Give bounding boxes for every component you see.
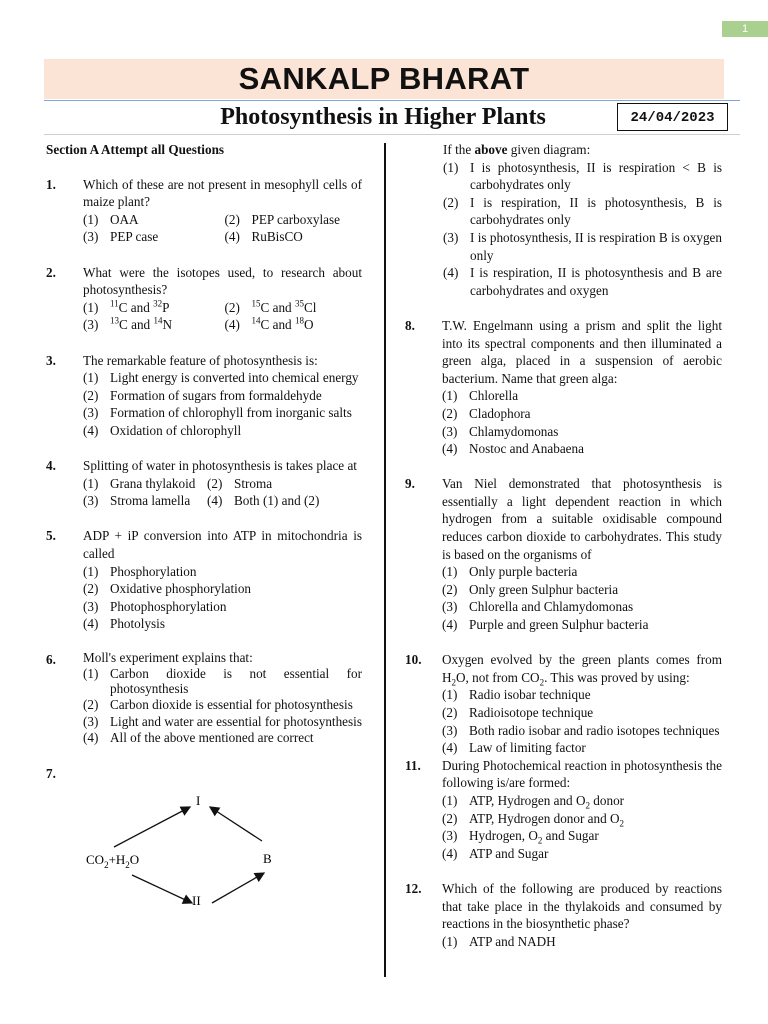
- question-stem: During Photochemical reaction in photosynthesis the following is/are formed:: [442, 757, 722, 791]
- arrow-to-ii: [132, 875, 192, 903]
- option-1: (1) OAA: [83, 211, 139, 227]
- cycle-diagram-svg: [46, 787, 362, 907]
- option-1: (1) Light energy is converted into chemical energy: [83, 370, 359, 386]
- question-1: [46, 176, 362, 246]
- question-stem: T.W. Engelmann using a prism and split the light into its spectral components and then illuminated a green alga, placed in a suspension of aerobic bacterium. Name that green alga:: [442, 317, 722, 386]
- question-3: [46, 352, 362, 440]
- option-2: (2) Cladophora: [442, 405, 531, 421]
- option-1: (1) Grana thylakoid: [83, 475, 196, 491]
- brand-title: SANKALP BHARAT: [238, 61, 530, 96]
- option-3: (3) Light and water are essential for photosynthesis: [83, 713, 362, 729]
- option-3: (3) Hydrogen, $O_2$ and Sugar: [442, 828, 599, 846]
- header-divider: [44, 134, 740, 135]
- question-number: 10.: [405, 652, 422, 668]
- option-2: (2) Oxidative phosphorylation: [83, 581, 252, 597]
- question-6: [46, 651, 362, 748]
- question-number: 8.: [405, 317, 415, 333]
- question-12: [405, 880, 722, 950]
- question-number: 6.: [46, 651, 56, 667]
- option-2: (2) Formation of sugars from formaldehyde: [83, 387, 322, 403]
- label-b: B: [263, 850, 272, 866]
- option-3: (3) Photophosphorylation: [83, 598, 227, 614]
- option-3: (3) Chlorella and Chlamydomonas: [442, 599, 634, 615]
- option-2: (2) Stroma: [207, 475, 273, 491]
- option-1: (1) Phosphorylation: [83, 563, 197, 579]
- option-1: (1) Carbon dioxide is not essential for photosynthesis: [83, 666, 362, 696]
- question-number: 2.: [46, 264, 56, 280]
- question-stem: Van Niel demonstrated that photosynthesis is essentially a light dependent reaction in which hydrogen from a suitable oxidisable compound reduces carbon dioxide to carbohydrates. This study is based on the organisms of: [442, 476, 722, 562]
- label-co2-h2o: $CO_2+H_2O$: [86, 851, 140, 870]
- question-number: 12.: [405, 880, 422, 896]
- option-2: (2) I is respiration, II is photosynthesis, B is carbohydrates only: [443, 194, 722, 228]
- option-3: (3) Stroma lamella: [83, 493, 191, 509]
- option-4: (4) Both (1) and (2): [207, 493, 320, 509]
- subject-title: Photosynthesis in Higher Plants: [220, 104, 546, 130]
- arrow-to-i: [114, 807, 190, 847]
- question-10: [405, 651, 722, 757]
- question-stem: Moll's experiment explains that:: [83, 649, 253, 665]
- question-5: [46, 527, 362, 633]
- column-divider: [384, 143, 386, 977]
- option-4: (4) $^{14}$C and $^{18}$O: [224, 315, 314, 333]
- option-3: (3) Formation of chlorophyll from inorganic salts: [83, 405, 352, 421]
- option-1: (1) ATP and NADH: [442, 933, 556, 949]
- right-column: [405, 141, 722, 968]
- option-4: (4) RuBisCO: [224, 229, 303, 245]
- question-7: [46, 765, 362, 783]
- arrow-b-to-i: [210, 807, 262, 841]
- label-ii: II: [192, 892, 201, 907]
- option-4: (4) All of the above mentioned are correct: [83, 730, 314, 746]
- question-number: 4.: [46, 458, 56, 474]
- option-4: (4) I is respiration, II is photosynthesis and B are carbohydrates and oxygen: [443, 265, 722, 298]
- question-stem: The remarkable feature of photosynthesis is:: [83, 352, 318, 368]
- question-stem: Which of the following are produced by reactions that take place in the thylakoids and consumed by reactions in the biosynthetic phase?: [442, 880, 722, 932]
- date-box: 24/04/2023: [617, 103, 728, 131]
- question-11: [405, 757, 722, 863]
- option-3: (3) PEP case: [83, 229, 159, 245]
- label-i: I: [196, 792, 201, 808]
- option-2: (2) Carbon dioxide is essential for photosynthesis: [83, 697, 353, 713]
- option-4: (4) Purple and green Sulphur bacteria: [442, 617, 649, 633]
- option-3: (3) I is photosynthesis, II is respiration B is oxygen only: [443, 229, 722, 263]
- question-stem: ADP + iP conversion into ATP in mitochondria is called: [83, 528, 362, 562]
- section-title: Section A Attempt all Questions: [46, 142, 225, 157]
- option-1: (1) Chlorella: [442, 388, 519, 404]
- question-4: [46, 457, 362, 510]
- option-4: (4) ATP and Sugar: [442, 845, 549, 861]
- option-3: (3) Chlamydomonas: [442, 423, 559, 439]
- option-1: (1) ATP, Hydrogen and $O_2$ donor: [442, 792, 625, 811]
- option-3: (3) $^{13}$C and $^{14}$N: [83, 315, 172, 333]
- left-column: [46, 141, 362, 907]
- option-2: (2) ATP, Hydrogen donor and $O_2$: [442, 810, 625, 829]
- question-number: 5.: [46, 528, 56, 544]
- question-stem: If the above given diagram:: [443, 142, 591, 157]
- question-stem: What were the isotopes used, to research about photosynthesis?: [83, 264, 362, 298]
- question-stem: Splitting of water in photosynthesis is takes place at: [83, 458, 357, 474]
- question-stem: Oxygen evolved by the green plants comes from $H_2O$, not from $CO_2$. This was proved by using:: [442, 652, 722, 688]
- option-1: (1) I is photosynthesis, II is respiration < B is carbohydrates only: [443, 159, 722, 193]
- option-1: (1) Radio isobar technique: [442, 687, 591, 703]
- option-4: (4) Oxidation of chlorophyll: [83, 422, 242, 438]
- question-2: [46, 264, 362, 334]
- page-number: 1: [722, 21, 768, 37]
- option-4: (4) Law of limiting factor: [442, 740, 586, 756]
- question-8: [405, 317, 722, 458]
- option-3: (3) Both radio isobar and radio isotopes techniques: [442, 722, 720, 738]
- option-4: (4) Photolysis: [83, 616, 165, 632]
- option-2: (2) PEP carboxylase: [224, 211, 341, 227]
- question-number: 3.: [46, 352, 56, 368]
- question-number: 9.: [405, 476, 415, 492]
- question-stem: Which of these are not present in mesophyll cells of maize plant?: [83, 176, 362, 210]
- option-2: (2) Radioisotope technique: [442, 705, 594, 720]
- cycle-diagram: [46, 787, 362, 907]
- question-number: 11.: [405, 757, 421, 773]
- option-1: (1) $^{11}$C and $^{32}$P: [83, 298, 170, 315]
- question-number: 7.: [46, 766, 56, 782]
- question-7-continued: [443, 141, 722, 299]
- option-1: (1) Only purple bacteria: [442, 564, 578, 580]
- option-2: (2) $^{15}$C and $^{35}$Cl: [224, 298, 317, 315]
- arrow-ii-to-b: [212, 873, 264, 903]
- option-4: (4) Nostoc and Anabaena: [442, 441, 584, 457]
- question-9: [405, 475, 722, 633]
- question-number: 1.: [46, 176, 56, 192]
- option-2: (2) Only green Sulphur bacteria: [442, 581, 619, 597]
